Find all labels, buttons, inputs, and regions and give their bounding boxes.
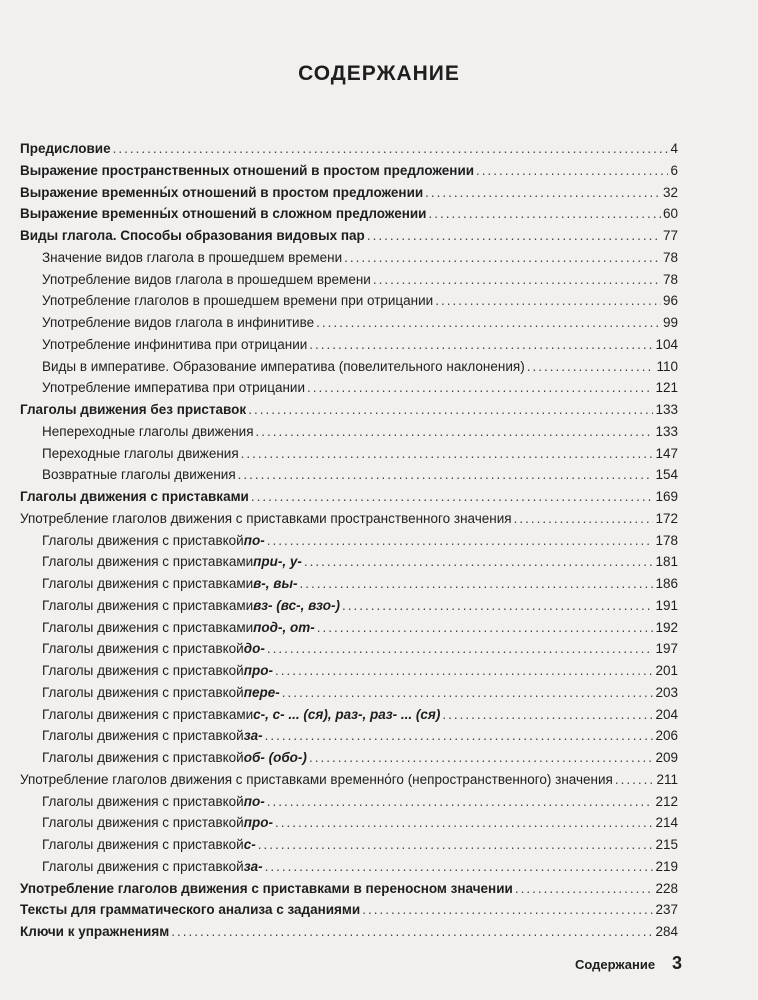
toc-entry[interactable] — [20, 837, 678, 859]
toc-entry-page: 133 — [655, 423, 678, 439]
toc-entry[interactable] — [20, 402, 678, 424]
dot-leader — [307, 380, 653, 395]
toc-entry[interactable] — [20, 250, 678, 272]
toc-entry[interactable] — [20, 750, 678, 772]
dot-leader — [241, 446, 654, 461]
toc-entry-title: Глаголы движения с приставкой — [42, 663, 244, 678]
toc-entry-page: 284 — [655, 924, 678, 939]
toc-entry-page: 104 — [655, 336, 678, 352]
toc-entry-title: Глаголы движения с приставкой — [42, 641, 244, 657]
toc-entry-prefix: об- (обо-) — [243, 750, 307, 765]
toc-entry-prefix: про- — [243, 815, 273, 831]
toc-entry-title: Переходные глаголы движения — [42, 445, 239, 461]
toc-entry-prefix: по- — [243, 532, 265, 548]
dot-leader — [256, 424, 654, 439]
toc-entry-page: 99 — [662, 315, 678, 330]
toc-entry-title: Глаголы движения с приставками — [42, 576, 254, 591]
toc-entry-prefix: с-, с- ... (ся), раз-, раз- ... (ся) — [253, 706, 441, 722]
dot-leader — [442, 707, 653, 722]
running-footer-label: Содержание — [575, 957, 656, 972]
toc-entry-prefix: за- — [243, 728, 263, 744]
toc-entry-title: Ключи к упражнениям — [20, 924, 170, 939]
dot-leader — [425, 185, 661, 200]
toc-entry[interactable] — [20, 228, 678, 250]
dot-leader — [113, 141, 669, 156]
toc-entry-page: 206 — [655, 728, 678, 744]
toc-entry-page: 201 — [655, 663, 678, 678]
toc-entry-prefix: по- — [243, 793, 265, 809]
toc-entry-title: Глаголы движения с приставкой — [42, 858, 244, 874]
toc-entry[interactable] — [20, 598, 678, 620]
dot-leader — [282, 685, 654, 700]
toc-entry-page: 186 — [655, 576, 678, 591]
toc-entry-title: Глаголы движения с приставками — [20, 489, 249, 504]
toc-entry[interactable] — [20, 902, 678, 924]
dot-leader — [615, 772, 655, 787]
toc-entry[interactable] — [20, 467, 678, 489]
dot-leader — [238, 467, 654, 482]
toc-entry-prefix: за- — [243, 858, 263, 874]
toc-entry[interactable] — [20, 359, 678, 381]
toc-entry-title: Употребление императива при отрицании — [42, 380, 305, 396]
dot-leader — [275, 663, 653, 678]
toc-entry-page: 169 — [655, 489, 678, 504]
toc-entry-title: Тексты для грамматического анализа с заданиями — [20, 902, 361, 918]
dot-leader — [258, 837, 654, 852]
toc-entry-title: Непереходные глаголы движения — [42, 423, 254, 439]
toc-entry-title: Глаголы движения с приставками — [42, 597, 254, 613]
dot-leader — [316, 315, 661, 330]
toc-entry[interactable] — [20, 881, 678, 903]
dot-leader — [367, 228, 661, 243]
toc-entry-page: 172 — [655, 510, 678, 526]
toc-entry-page: 77 — [662, 228, 678, 243]
toc-entry[interactable] — [20, 859, 678, 881]
toc-entry[interactable] — [20, 685, 678, 707]
toc-entry-title: Выражение временны́х отношений в простом предложении — [20, 184, 424, 200]
toc-entry-page: 215 — [655, 837, 678, 852]
toc-entry-title: Употребление глаголов движения с приставками временно́го (непространственного) значения — [20, 771, 613, 787]
toc-entry-title: Глаголы движения с приставкой — [42, 837, 244, 852]
toc-entry[interactable] — [20, 511, 678, 533]
toc-entry[interactable] — [20, 924, 678, 946]
dot-leader — [267, 641, 654, 656]
toc-entry-title: Употребление глаголов движения с приставками в переносном значении — [20, 880, 513, 896]
dot-leader — [514, 511, 654, 526]
toc-entry-title: Выражение временны́х отношений в сложном предложении — [20, 206, 427, 222]
toc-entry[interactable] — [20, 315, 678, 337]
toc-entry-prefix: про- — [243, 663, 273, 678]
toc-entry-page: 197 — [655, 641, 678, 657]
toc-entry[interactable] — [20, 620, 678, 642]
toc-entry-prefix: при-, у- — [253, 554, 302, 570]
toc-entry[interactable] — [20, 576, 678, 598]
toc-entry-title: Глаголы движения с приставками — [42, 706, 254, 722]
toc-entry-prefix: с- — [243, 837, 256, 852]
toc-entry[interactable] — [20, 380, 678, 402]
toc-entry[interactable] — [20, 554, 678, 576]
toc-entry-title: Глаголы движения с приставкой — [42, 684, 244, 700]
toc-entry[interactable] — [20, 293, 678, 315]
toc-entry-page: 60 — [662, 206, 678, 222]
toc-entry-page: 121 — [655, 380, 678, 396]
toc-entry-page: 237 — [655, 902, 678, 918]
toc-entry-title: Глаголы движения с приставкой — [42, 532, 244, 548]
toc-entry-title: Значение видов глагола в прошедшем времени — [42, 249, 343, 265]
toc-entry-page: 181 — [655, 554, 678, 570]
toc-entry-page: 209 — [655, 750, 678, 765]
toc-entry-page: 214 — [655, 815, 678, 831]
dot-leader — [309, 337, 653, 352]
dot-leader — [171, 924, 653, 939]
toc-entry-title: Глаголы движения с приставкой — [42, 815, 244, 831]
dot-leader — [265, 728, 654, 743]
dot-leader — [515, 881, 654, 896]
dot-leader — [476, 163, 668, 178]
toc-entry-page: 96 — [662, 293, 678, 309]
toc-entry-title: Глаголы движения с приставкой — [42, 750, 244, 765]
dot-leader — [267, 794, 654, 809]
toc-entry-page: 154 — [655, 467, 678, 483]
toc-entry-page: 78 — [662, 249, 678, 265]
toc-entry-page: 4 — [670, 141, 678, 156]
toc-entry[interactable] — [20, 446, 678, 468]
toc-entry-title: Употребление видов глагола в инфинитиве — [42, 315, 315, 330]
toc-entry-page: 219 — [655, 858, 678, 874]
toc-entry[interactable] — [20, 707, 678, 729]
toc-entry-page: 32 — [662, 184, 678, 200]
toc-entry-title: Виды в императиве. Образование императива (повелительного наклонения) — [42, 358, 525, 374]
toc-entry[interactable] — [20, 489, 678, 511]
toc-entry-title: Глаголы движения с приставками — [42, 619, 254, 635]
toc-entry-page: 133 — [655, 402, 678, 417]
toc-entry-page: 178 — [655, 532, 678, 548]
toc-entry-title: Глаголы движения без приставок — [20, 402, 247, 417]
toc-entry-title: Употребление инфинитива при отрицании — [42, 336, 308, 352]
dot-leader — [309, 750, 654, 765]
dot-leader — [251, 489, 654, 504]
toc-entry-page: 212 — [655, 793, 678, 809]
dot-leader — [275, 815, 653, 830]
toc-entry[interactable] — [20, 424, 678, 446]
dot-leader — [527, 359, 655, 374]
table-of-contents — [20, 141, 678, 946]
toc-entry[interactable] — [20, 663, 678, 685]
toc-entry[interactable] — [20, 185, 678, 207]
dot-leader — [362, 902, 653, 917]
dot-leader — [428, 206, 661, 221]
dot-leader — [344, 250, 661, 265]
toc-entry[interactable] — [20, 206, 678, 228]
dot-leader — [267, 533, 654, 548]
toc-entry-page: 110 — [656, 358, 678, 374]
toc-entry[interactable] — [20, 794, 678, 816]
toc-entry-page: 204 — [655, 706, 678, 722]
toc-entry-title: Употребление глаголов в прошедшем времени при отрицании — [42, 293, 434, 309]
toc-entry-title: Предисловие — [20, 141, 111, 156]
toc-entry-title: Употребление видов глагола в прошедшем времени — [42, 271, 371, 287]
toc-entry[interactable] — [20, 772, 678, 794]
toc-entry[interactable] — [20, 728, 678, 750]
toc-entry-title: Виды глагола. Способы образования видовых пар — [20, 228, 365, 243]
toc-entry-prefix: под-, от- — [253, 619, 315, 635]
toc-entry-page: 211 — [656, 771, 678, 787]
toc-entry-title: Глаголы движения с приставкой — [42, 728, 244, 744]
dot-leader — [265, 859, 654, 874]
toc-entry-prefix: пере- — [243, 684, 280, 700]
page-number: 3 — [672, 953, 683, 973]
toc-entry[interactable] — [20, 641, 678, 663]
dot-leader — [300, 576, 654, 591]
dot-leader — [248, 402, 653, 417]
toc-entry[interactable] — [20, 163, 678, 185]
toc-entry-title: Глаголы движения с приставкой — [42, 793, 244, 809]
toc-entry-prefix: вз- (вс-, взо-) — [253, 597, 341, 613]
toc-entry-prefix: до- — [243, 641, 265, 657]
page-title: СОДЕРЖАНИЕ — [298, 62, 460, 85]
toc-entry[interactable] — [20, 141, 678, 163]
toc-entry-page: 192 — [655, 619, 678, 635]
toc-entry[interactable] — [20, 272, 678, 294]
toc-entry-page: 147 — [655, 445, 678, 461]
toc-entry-page: 6 — [670, 162, 678, 178]
toc-entry-title: Употребление глаголов движения с приставками пространственного значения — [20, 510, 512, 526]
toc-entry[interactable] — [20, 533, 678, 555]
dot-leader — [342, 598, 653, 613]
toc-entry-prefix: в-, вы- — [253, 576, 298, 591]
toc-entry[interactable] — [20, 815, 678, 837]
toc-entry-page: 203 — [655, 684, 678, 700]
toc-entry[interactable] — [20, 337, 678, 359]
dot-leader — [373, 272, 661, 287]
toc-entry-page: 191 — [655, 597, 678, 613]
toc-entry-page: 78 — [662, 271, 678, 287]
dot-leader — [317, 620, 654, 635]
toc-entry-title: Выражение пространственных отношений в простом предложении — [20, 162, 475, 178]
toc-entry-title: Возвратные глаголы движения — [42, 467, 236, 483]
toc-entry-title: Глаголы движения с приставками — [42, 554, 254, 570]
dot-leader — [304, 554, 654, 569]
dot-leader — [435, 293, 661, 308]
toc-entry-page: 228 — [655, 880, 678, 896]
